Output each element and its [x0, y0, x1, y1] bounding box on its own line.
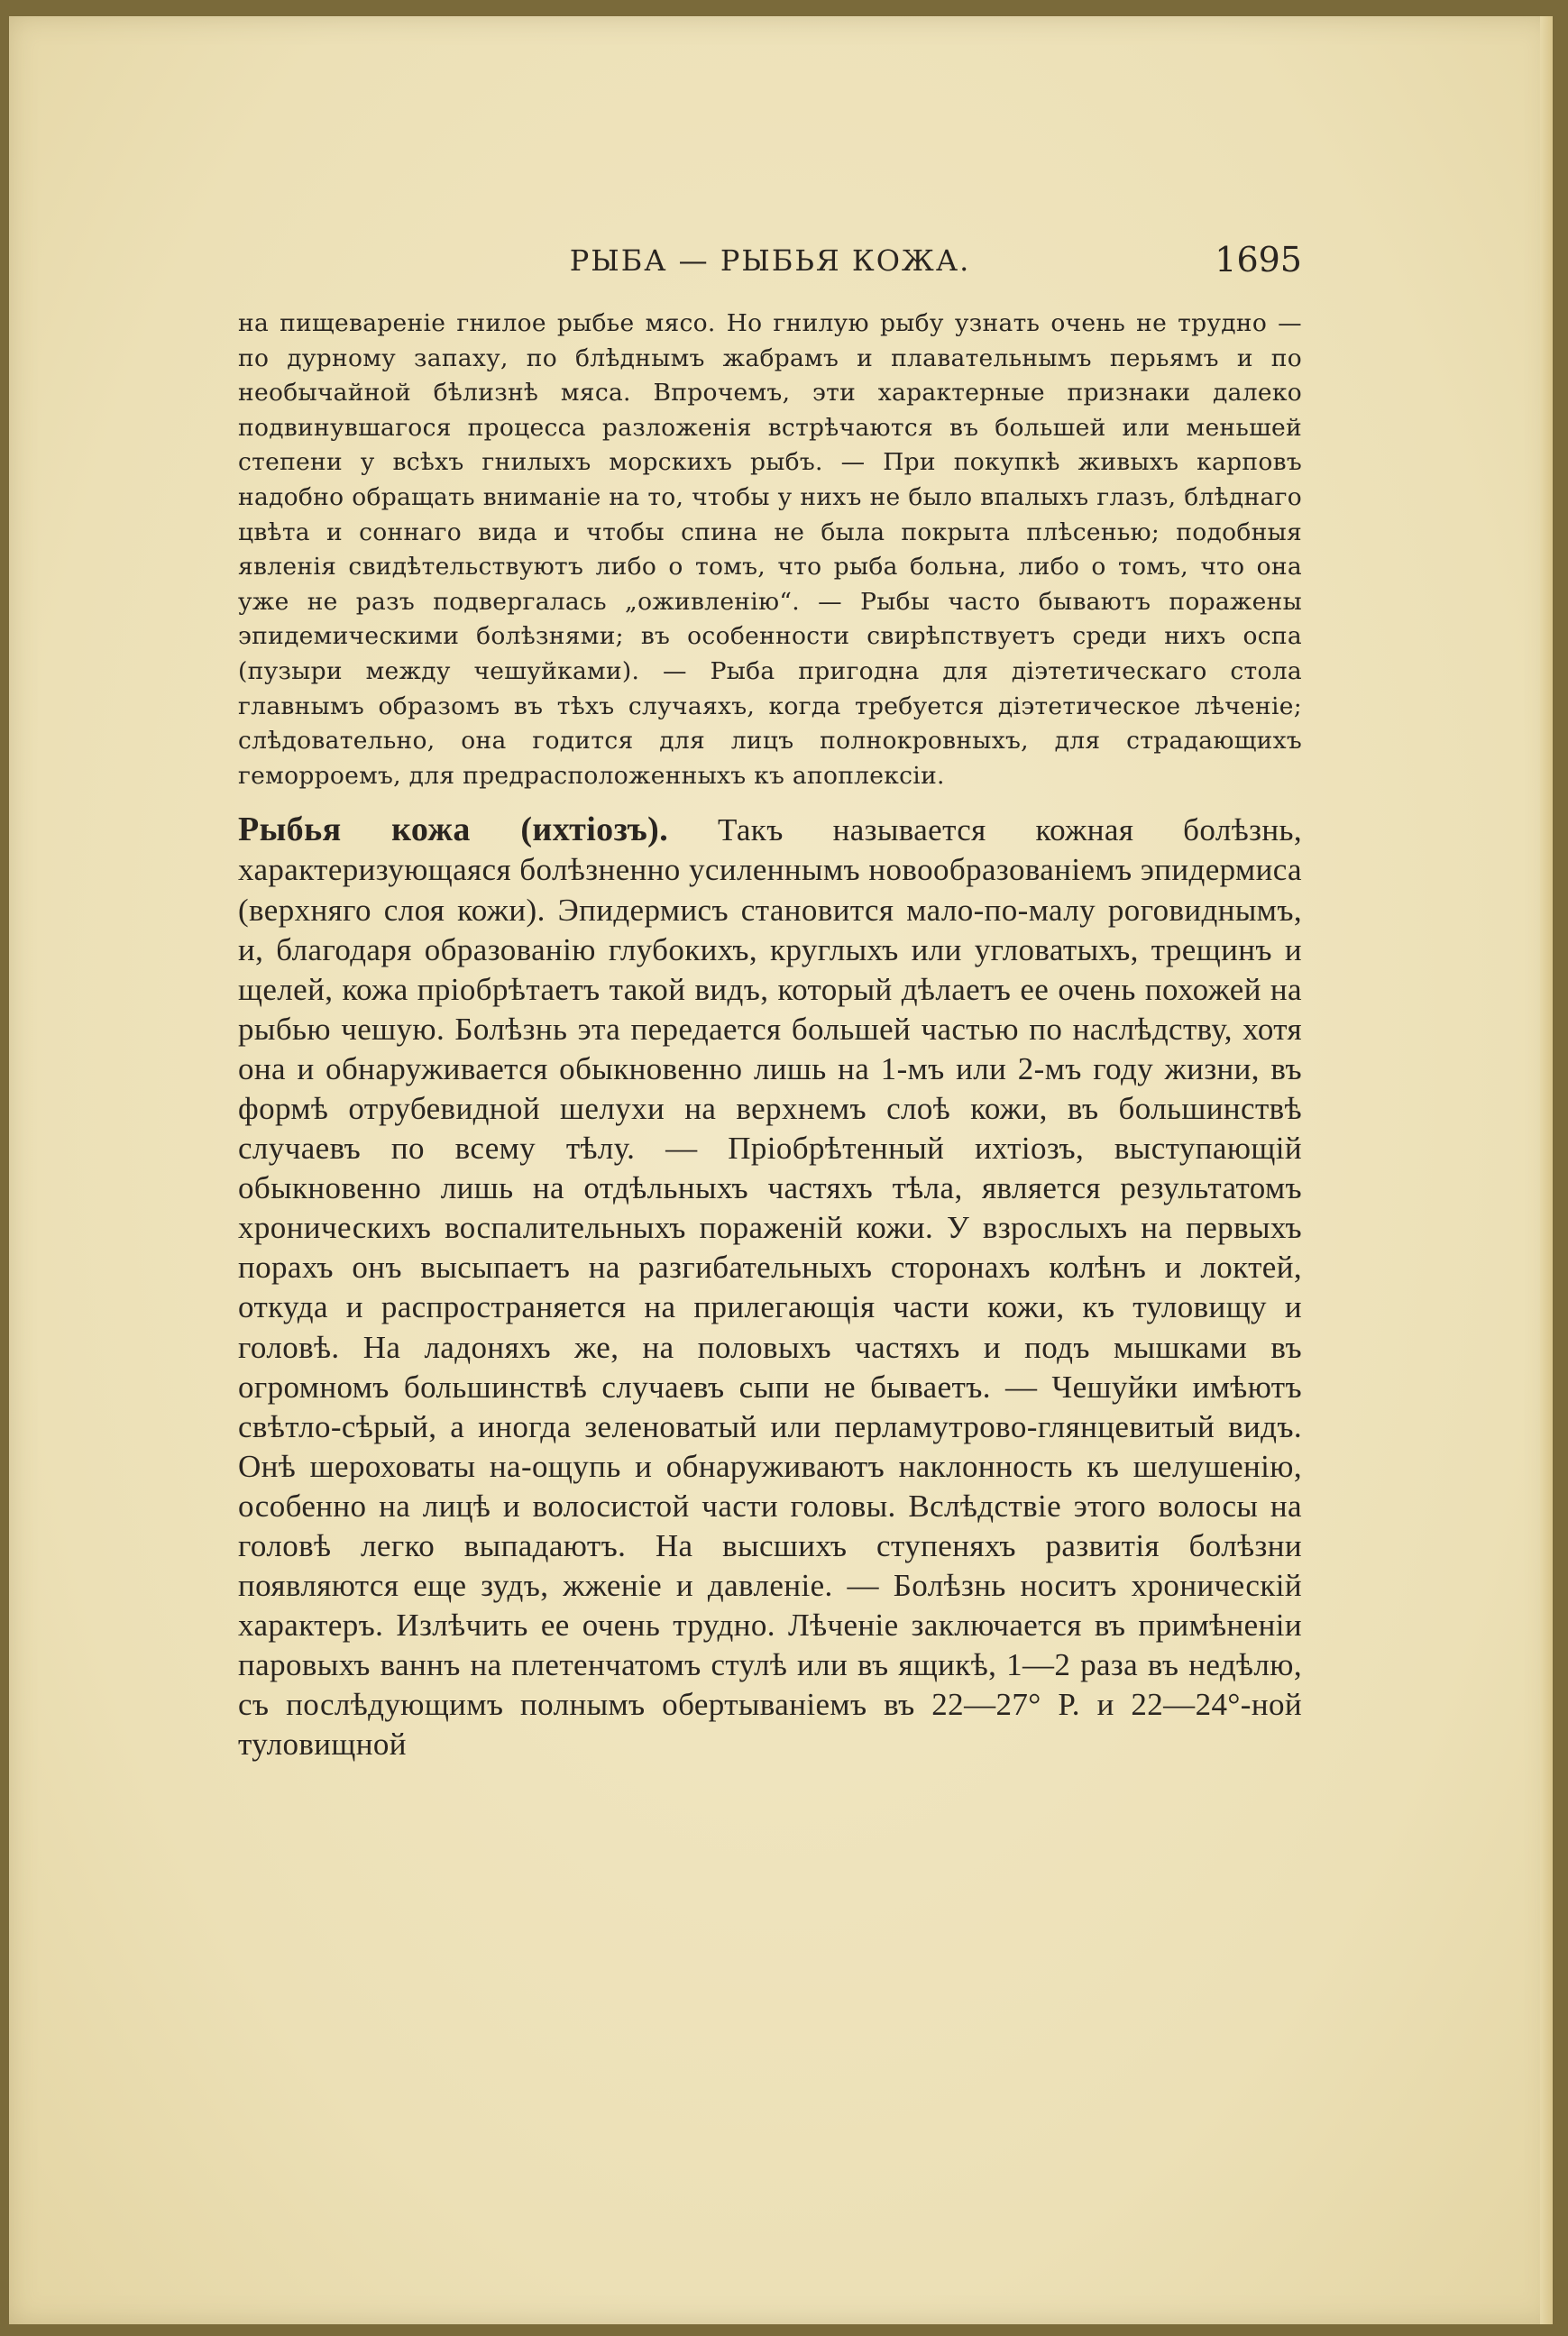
page-edge [1540, 16, 1553, 2324]
page-number: 1695 [1215, 240, 1302, 279]
paragraph-text: на пищевареніе гнилое рыбье мясо. Но гнилую рыбу узнать очень не трудно — по дурному запаху, по блѣднымъ жабрамъ и плавательнымъ перьямъ и по необычайной бѣлизнѣ мяса. Впрочемъ, эти характерные признаки далеко подвинувшагося процесса разложенія встрѣчаются въ большей или меньшей степени у всѣхъ гнилыхъ морскихъ рыбъ. — При покупкѣ живыхъ карповъ надобно обращать вниманіе на то, чтобы у нихъ не было впалыхъ глазъ, блѣднаго цвѣта и соннаго вида и чтобы спина не была покрыта плѣсенью; подобныя явленія свидѣтельствуютъ либо о томъ, что рыба больна, либо о томъ, что она уже не разъ подвергалась „оживленію“. — Рыбы часто бываютъ поражены эпидемическими болѣзнями; въ особенности свирѣпствуетъ среди нихъ оспа (пузыри между чешуйками). — Рыба пригодна для діэтетическаго стола главнымъ образомъ въ тѣхъ случаяхъ, когда требуется діэтетическое лѣченіе; слѣдовательно, она годится для лицъ полнокровныхъ, для страдающихъ геморроемъ, для предрасположенныхъ къ апоплексіи. [238, 309, 1302, 790]
page-content [238, 233, 1302, 1765]
page-header [238, 233, 1302, 289]
paragraph-fish-continuation [238, 307, 1302, 793]
running-head: РЫБА — РЫБЬЯ КОЖА. [569, 243, 971, 278]
book-page [9, 16, 1553, 2324]
entry-term: Рыбья кожа (ихтіозъ). [238, 811, 669, 849]
paragraph-ichthyosis [238, 810, 1302, 1764]
paragraph-text: Такъ называется кожная болѣзнь, характеризующаяся болѣзненно усиленнымъ новообразованіемъ эпидермиса (верхняго слоя кожи). Эпидермисъ становится мало-по-малу роговиднымъ, и, благодаря образованію глубокихъ, круглыхъ или угловатыхъ, трещинъ и щелей, кожа пріобрѣтаетъ такой видъ, который дѣлаетъ ее очень похожей на рыбью чешую. Болѣзнь эта передается большей частью по наслѣдству, хотя она и обнаруживается обыкновенно лишь на 1-мъ или 2-мъ году жизни, въ формѣ отрубевидной шелухи на верхнемъ слоѣ кожи, въ большинствѣ случаевъ по всему тѣлу. — Пріобрѣтенный ихтіозъ, выступающій обыкновенно лишь на отдѣльныхъ частяхъ тѣла, является результатомъ хроническихъ воспалительныхъ пораженій кожи. У взрослыхъ на первыхъ порахъ онъ высыпаетъ на разгибательныхъ сторонахъ колѣнъ и локтей, откуда и распространяется на прилегающія части кожи, къ туловищу и головѣ. На ладоняхъ же, на половыхъ частяхъ и подъ мышками въ огромномъ большинствѣ случаевъ сыпи не бываетъ. — Чешуйки имѣютъ свѣтло-сѣрый, а иногда зеленоватый или перламутрово-глянцевитый видъ. Онѣ шероховаты на-ощупь и обнаруживаютъ наклонность къ шелушенію, особенно на лицѣ и волосистой части головы. Вслѣдствіе этого волосы на головѣ легко выпадаютъ. На высшихъ ступеняхъ развитія болѣзни появляются еще зудъ, жженіе и давленіе. — Болѣзнь носитъ хроническій характеръ. Излѣчить ее очень трудно. Лѣченіе заключается въ примѣненіи паровыхъ ваннъ на плетенчатомъ стулѣ или въ ящикѣ, 1—2 раза въ недѣлю, съ послѣдующимъ полнымъ обертываніемъ въ 22—27° Р. и 22—24°-ной туловищной [238, 812, 1302, 1763]
